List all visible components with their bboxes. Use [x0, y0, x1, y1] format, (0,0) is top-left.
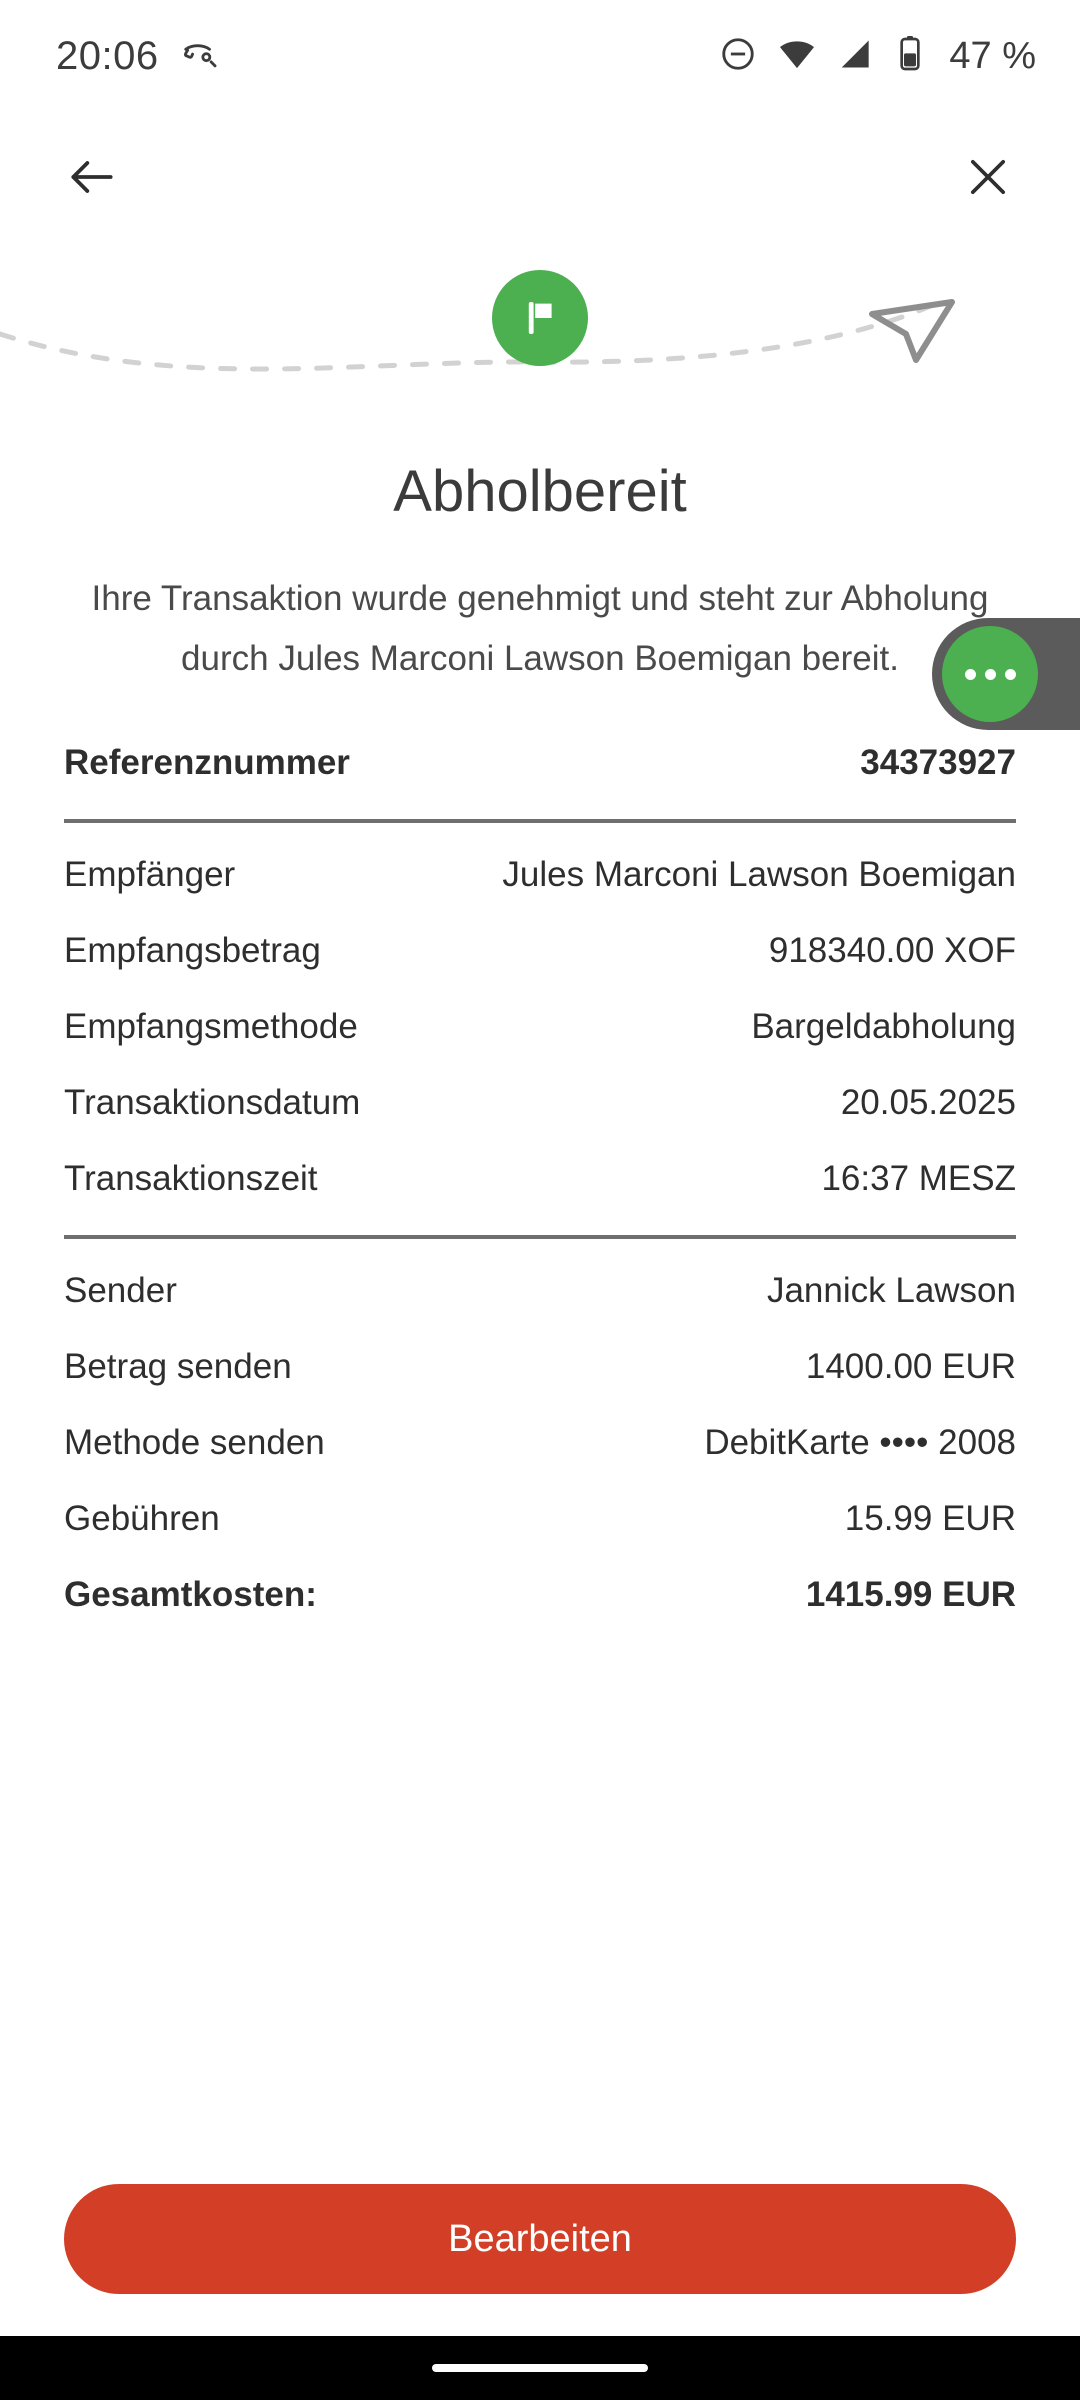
flag-icon [516, 294, 564, 342]
reference-number-label: Referenznummer [64, 743, 350, 782]
receiver-label: Empfänger [64, 855, 236, 894]
table-row [64, 913, 1016, 989]
divider-top [64, 819, 1016, 823]
divider-middle [64, 1235, 1016, 1239]
receive-method-label: Empfangsmethode [64, 1007, 358, 1046]
back-button[interactable] [56, 141, 128, 213]
send-amount-value: 1400.00 EUR [805, 1347, 1016, 1386]
table-row [64, 1141, 1016, 1217]
send-method-label: Methode senden [64, 1423, 325, 1462]
cellular-signal-icon [837, 35, 875, 78]
table-row [64, 1253, 1016, 1329]
system-navigation-bar [0, 2336, 1080, 2400]
more-dot-2 [985, 669, 996, 680]
total-cost-value: 1415.99 EUR [805, 1575, 1016, 1614]
table-row [64, 1405, 1016, 1481]
back-arrow-icon [64, 149, 120, 205]
receive-amount-label: Empfangsbetrag [64, 931, 321, 970]
fees-label: Gebühren [64, 1499, 220, 1538]
status-bar [0, 0, 1080, 112]
home-gesture-pill[interactable] [432, 2364, 648, 2372]
sender-value: Jannick Lawson [766, 1271, 1016, 1310]
content-spacer [0, 1633, 1080, 2184]
table-row [64, 837, 1016, 913]
status-flag-badge [492, 270, 588, 366]
receive-method-value: Bargeldabholung [751, 1007, 1016, 1046]
receive-amount-value: 918340.00 XOF [768, 931, 1016, 970]
transaction-details [0, 725, 1080, 1633]
floating-action-container [932, 618, 1080, 730]
status-bar-left [56, 34, 219, 79]
transfer-progress-path [0, 242, 1080, 432]
transaction-date-value: 20.05.2025 [840, 1083, 1016, 1122]
more-dot-3 [1005, 669, 1016, 680]
more-dot-1 [965, 669, 976, 680]
page-title: Abholbereit [393, 459, 687, 524]
sender-label: Sender [64, 1271, 177, 1310]
status-description: Ihre Transaktion wurde genehmigt und steht zur Abholung durch Jules Marconi Lawson Boemigan bereit. [91, 579, 989, 678]
transaction-time-value: 16:37 MESZ [821, 1159, 1016, 1198]
paper-plane-icon [872, 302, 952, 360]
table-row [64, 1481, 1016, 1557]
status-bar-right [719, 34, 1036, 79]
total-cost-label: Gesamtkosten: [64, 1575, 317, 1614]
fees-value: 15.99 EUR [844, 1499, 1016, 1538]
cta-container [0, 2184, 1080, 2336]
table-row [64, 1065, 1016, 1141]
transaction-time-label: Transaktionszeit [64, 1159, 318, 1198]
battery-icon [895, 34, 925, 79]
send-method-value: DebitKarte •••• 2008 [704, 1423, 1016, 1462]
total-cost-row [64, 1557, 1016, 1633]
table-row [64, 1329, 1016, 1405]
reference-number-row [64, 725, 1016, 801]
more-options-button[interactable] [942, 626, 1038, 722]
receiver-value: Jules Marconi Lawson Boemigan [502, 855, 1016, 894]
wifi-icon [777, 34, 817, 79]
reference-number-value: 34373927 [860, 743, 1016, 782]
status-time: 20:06 [56, 33, 159, 78]
top-navigation-bar [0, 112, 1080, 242]
close-button[interactable] [952, 141, 1024, 213]
close-icon [962, 151, 1014, 203]
transaction-date-label: Transaktionsdatum [64, 1083, 361, 1122]
call-forwarding-icon [181, 35, 219, 78]
table-row [64, 989, 1016, 1065]
do-not-disturb-icon [719, 35, 757, 78]
battery-percentage: 47 % [949, 34, 1036, 77]
edit-button[interactable]: Bearbeiten [64, 2184, 1016, 2294]
send-amount-label: Betrag senden [64, 1347, 292, 1386]
